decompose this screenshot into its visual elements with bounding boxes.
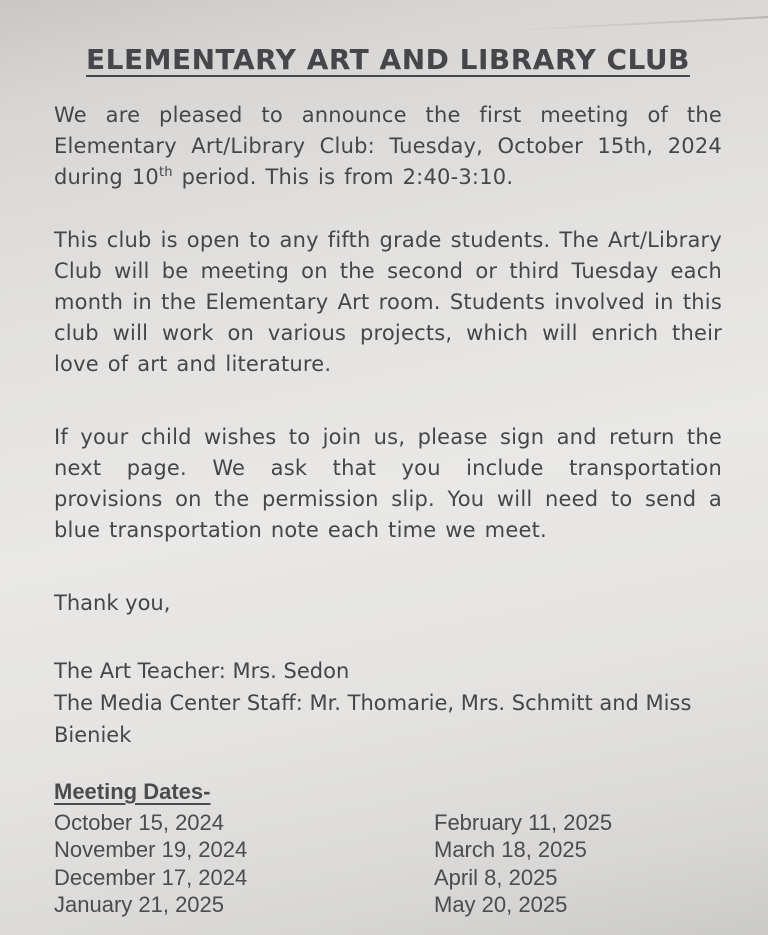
meeting-dates-grid bbox=[54, 809, 722, 919]
ordinal-superscript: th bbox=[158, 164, 173, 180]
meeting-date: March 18, 2025 bbox=[434, 837, 587, 863]
art-teacher-signature: The Art Teacher: Mrs. Sedon bbox=[54, 658, 350, 683]
meeting-date: November 19, 2024 bbox=[54, 837, 248, 863]
announcement-text-before-superscript: We are pleased to announce the first meeting of the Elementary Art/Library Club: Tuesday, October 15th, 2024 during 10 bbox=[54, 102, 722, 189]
meeting-date: May 20, 2025 bbox=[434, 892, 568, 918]
meeting-dates-right-column bbox=[434, 809, 722, 919]
announcement-text-after-superscript: period. This is from 2:40-3:10. bbox=[172, 164, 514, 189]
media-center-staff-signature: The Media Center Staff: Mr. Thomarie, Mrs. Schmitt and Miss Bieniek bbox=[54, 690, 692, 747]
closing-line: Thank you, bbox=[54, 590, 171, 615]
meeting-dates-heading: Meeting Dates- bbox=[54, 778, 211, 804]
signature-block bbox=[54, 655, 722, 751]
meeting-date: January 21, 2025 bbox=[54, 892, 225, 918]
meeting-date: April 8, 2025 bbox=[434, 864, 558, 890]
announcement-paragraph bbox=[54, 100, 722, 193]
meeting-dates-left-column bbox=[54, 809, 434, 919]
meeting-date: December 17, 2024 bbox=[54, 864, 248, 890]
meeting-date: October 15, 2024 bbox=[54, 809, 225, 835]
club-details-paragraph: This club is open to any fifth grade students. The Art/Library Club will be meeting on the second or third Tuesday each month in the Elementary Art room. Students involved in this club will work on various projects, which will enrich their love of art and literature. bbox=[54, 227, 722, 376]
meeting-date: February 11, 2025 bbox=[434, 809, 613, 835]
document-title: ELEMENTARY ART AND LIBRARY CLUB bbox=[86, 42, 690, 76]
meeting-dates-section bbox=[54, 779, 722, 919]
permission-instructions-paragraph: If your child wishes to join us, please sign and return the next page. We ask that you include transportation provisions on the permission slip. You will need to send a blue transportation note each time we meet. bbox=[54, 424, 722, 542]
